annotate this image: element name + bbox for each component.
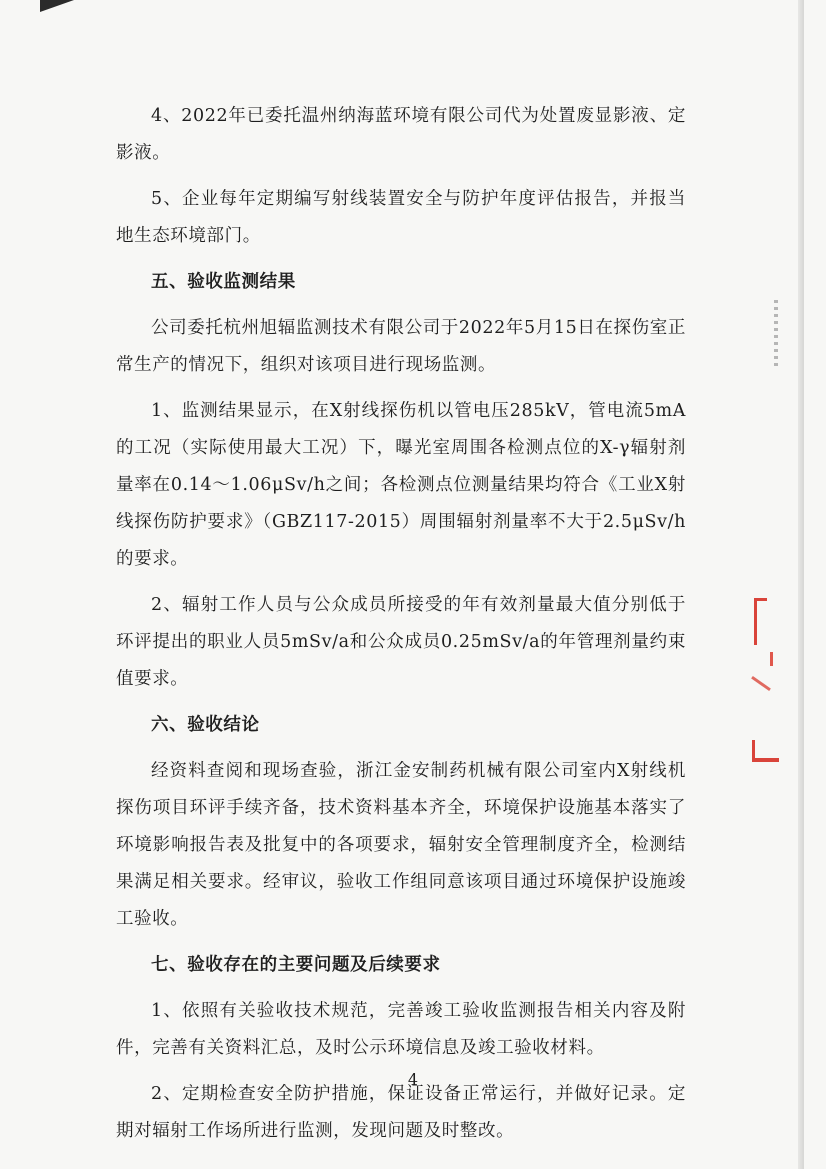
paragraph-disposal-item-4: 4、2022年已委托温州纳海蓝环境有限公司代为处置废显影液、定影液。 (116, 106, 686, 163)
scan-corner-mark (40, 0, 74, 12)
section-heading-monitoring-results: 五、验收监测结果 (151, 272, 296, 292)
paragraph-monitoring-result-2: 2、辐射工作人员与公众成员所接受的年有效剂量最大值分别低于环评提出的职业人员5mSv/a和公众成员0.25mSv/a的年管理剂量约束值要求。 (116, 595, 686, 689)
section-heading-conclusion: 六、验收结论 (151, 715, 260, 735)
paragraph-issue-1: 1、依照有关验收技术规范，完善竣工验收监测报告相关内容及附件，完善有关资料汇总，及时公示环境信息及竣工验收材料。 (116, 1001, 686, 1058)
paragraph-conclusion: 经资料查阅和现场查验，浙江金安制药机械有限公司室内X射线机探伤项目环评手续齐备，技术资料基本齐全，环境保护设施基本落实了环境影响报告表及批复中的各项要求，辐射安全管理制度齐全，检测结果满足相关要求。经审议，验收工作组同意该项目通过环境保护设施竣工验收。 (116, 761, 686, 929)
page-number: 4 (407, 1070, 419, 1089)
paragraph-monitoring-result-1: 1、监测结果显示，在X射线探伤机以管电压285kV，管电流5mA的工况（实际使用最大工况）下，曝光室周围各检测点位的X-γ辐射剂量率在0.14～1.06μSv/h之间；各检测点位测量结果均符合《工业X射线探伤防护要求》（GBZ117-2015）周围辐射剂量率不大于2.5μSv/h的要求。 (116, 401, 686, 569)
binding-edge-marks (774, 300, 778, 370)
scan-edge-shadow (798, 0, 804, 1169)
paragraph-issue-2: 2、定期检查安全防护措施，保证设备正常运行，并做好记录。定期对辐射工作场所进行监测，发现问题及时整改。 (116, 1084, 686, 1141)
document-body (116, 98, 686, 1159)
paragraph-monitoring-intro: 公司委托杭州旭辐监测技术有限公司于2022年5月15日在探伤室正常生产的情况下，组织对该项目进行现场监测。 (116, 318, 686, 375)
paragraph-report-item-5: 5、企业每年定期编写射线装置安全与防护年度评估报告，并报当地生态环境部门。 (116, 189, 686, 246)
section-heading-issues: 七、验收存在的主要问题及后续要求 (151, 955, 441, 975)
red-seal-stamp-fragment (748, 598, 782, 768)
